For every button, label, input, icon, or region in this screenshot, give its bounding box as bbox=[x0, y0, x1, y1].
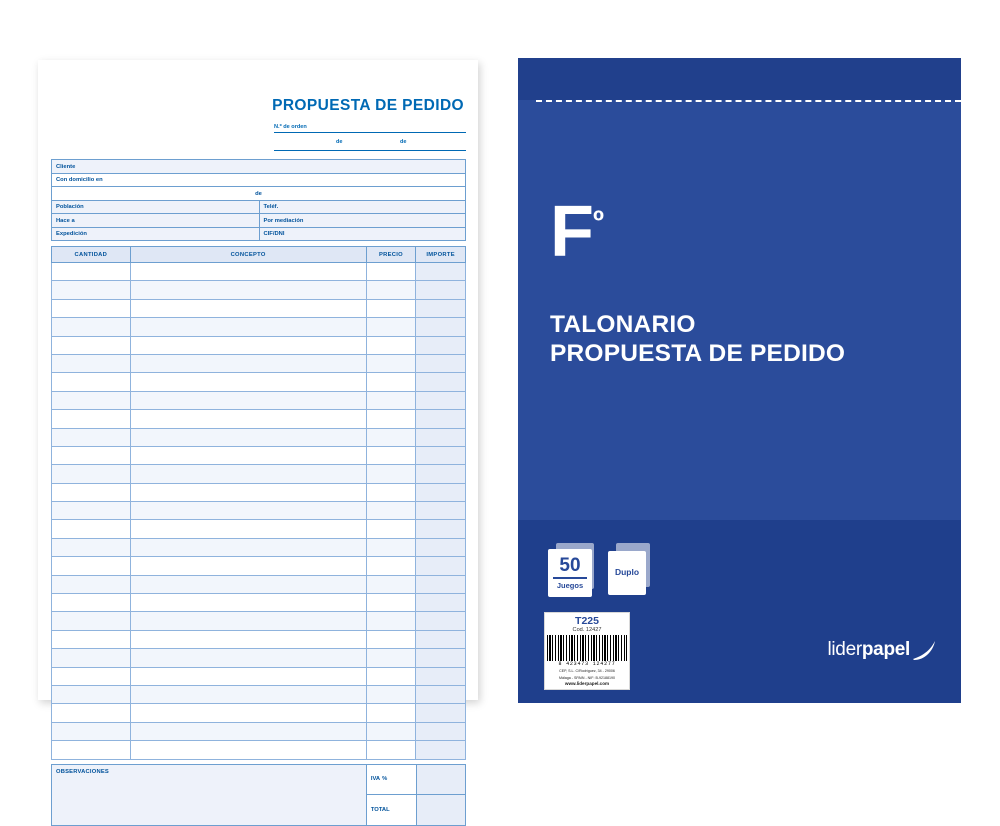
table-row[interactable] bbox=[52, 354, 466, 372]
product-code-sticker bbox=[544, 612, 630, 690]
cell-cantidad[interactable] bbox=[52, 667, 131, 685]
cell-cantidad[interactable] bbox=[52, 281, 131, 299]
cell-precio[interactable] bbox=[366, 557, 416, 575]
sets-count-badge bbox=[548, 549, 592, 597]
table-row[interactable] bbox=[52, 428, 466, 446]
cell-precio[interactable] bbox=[366, 281, 416, 299]
cell-precio[interactable] bbox=[366, 263, 416, 281]
iva-percent-symbol: % bbox=[382, 776, 388, 783]
cell-concepto[interactable] bbox=[130, 538, 366, 556]
info-row-de bbox=[52, 187, 465, 201]
cell-precio[interactable] bbox=[366, 612, 416, 630]
cell-cantidad[interactable] bbox=[52, 299, 131, 317]
table-row[interactable] bbox=[52, 336, 466, 354]
cell-importe[interactable] bbox=[416, 373, 466, 391]
observations-area[interactable] bbox=[52, 765, 366, 825]
cell-importe[interactable] bbox=[416, 557, 466, 575]
cell-importe[interactable] bbox=[416, 483, 466, 501]
cell-precio[interactable] bbox=[366, 538, 416, 556]
table-row[interactable] bbox=[52, 704, 466, 722]
cell-precio[interactable] bbox=[366, 318, 416, 336]
info-row-domicilio bbox=[52, 174, 465, 188]
info-row-expedicion-cif bbox=[52, 228, 465, 242]
cell-importe[interactable] bbox=[416, 538, 466, 556]
cell-importe[interactable] bbox=[416, 741, 466, 759]
cell-concepto[interactable] bbox=[130, 685, 366, 703]
field-label-poblacion[interactable]: Población bbox=[56, 204, 84, 210]
cell-precio[interactable] bbox=[366, 502, 416, 520]
date-underline bbox=[274, 150, 466, 151]
cell-precio[interactable] bbox=[366, 722, 416, 740]
product-cover bbox=[518, 58, 961, 703]
cover-heading bbox=[550, 311, 845, 369]
cell-importe[interactable] bbox=[416, 410, 466, 428]
cell-concepto[interactable] bbox=[130, 612, 366, 630]
iva-row bbox=[367, 765, 465, 796]
cell-precio[interactable] bbox=[366, 336, 416, 354]
table-row[interactable] bbox=[52, 538, 466, 556]
brand-logo bbox=[827, 639, 937, 661]
cover-upper-panel bbox=[518, 58, 961, 520]
cell-concepto[interactable] bbox=[130, 336, 366, 354]
cell-concepto[interactable] bbox=[130, 630, 366, 648]
total-label: TOTAL bbox=[370, 806, 390, 813]
field-label-de[interactable]: de bbox=[255, 190, 262, 197]
table-row[interactable] bbox=[52, 520, 466, 538]
table-row[interactable] bbox=[52, 575, 466, 593]
copy-type-badge bbox=[608, 551, 646, 595]
perforation-line bbox=[536, 100, 961, 102]
cell-cantidad[interactable] bbox=[52, 575, 131, 593]
sets-count-label: Juegos bbox=[553, 577, 587, 590]
cover-heading-line2: PROPUESTA DE PEDIDO bbox=[550, 339, 846, 367]
cover-top-band bbox=[518, 58, 961, 100]
format-letter: F bbox=[550, 192, 593, 272]
cell-cantidad[interactable] bbox=[52, 502, 131, 520]
cell-precio[interactable] bbox=[366, 428, 416, 446]
table-row[interactable] bbox=[52, 612, 466, 630]
cell-cantidad[interactable] bbox=[52, 557, 131, 575]
table-row[interactable] bbox=[52, 649, 466, 667]
cell-importe[interactable] bbox=[416, 446, 466, 464]
form-title: PROPUESTA DE PEDIDO bbox=[272, 97, 464, 114]
table-row[interactable] bbox=[52, 667, 466, 685]
field-label-cliente[interactable]: Cliente bbox=[56, 163, 76, 170]
order-number-line bbox=[274, 132, 466, 133]
table-header-row bbox=[52, 247, 466, 263]
cell-concepto[interactable] bbox=[130, 373, 366, 391]
table-row[interactable] bbox=[52, 410, 466, 428]
cell-importe[interactable] bbox=[416, 594, 466, 612]
cell-concepto[interactable] bbox=[130, 704, 366, 722]
cell-concepto[interactable] bbox=[130, 354, 366, 372]
date-de-2: de bbox=[400, 139, 407, 145]
table-row[interactable] bbox=[52, 281, 466, 299]
cell-cantidad[interactable] bbox=[52, 630, 131, 648]
product-code-label: Cod. 12427 bbox=[572, 627, 602, 634]
cell-concepto[interactable] bbox=[130, 281, 366, 299]
cell-concepto[interactable] bbox=[130, 557, 366, 575]
sets-count-number: 50 bbox=[559, 555, 581, 576]
column-header-concepto: CONCEPTO bbox=[130, 247, 366, 263]
cell-cantidad[interactable] bbox=[52, 520, 131, 538]
cell-cantidad[interactable] bbox=[52, 741, 131, 759]
cell-concepto[interactable] bbox=[130, 722, 366, 740]
barcode-digits: 8 423473 124277 bbox=[558, 661, 616, 668]
cell-concepto[interactable] bbox=[130, 520, 366, 538]
table-row[interactable] bbox=[52, 263, 466, 281]
cell-importe[interactable] bbox=[416, 704, 466, 722]
order-number-row bbox=[51, 124, 466, 133]
cell-importe[interactable] bbox=[416, 318, 466, 336]
date-row bbox=[51, 139, 466, 151]
cell-precio[interactable] bbox=[366, 299, 416, 317]
cell-concepto[interactable] bbox=[130, 446, 366, 464]
info-row-poblacion-telefono bbox=[52, 201, 465, 215]
cell-importe[interactable] bbox=[416, 391, 466, 409]
table-row[interactable] bbox=[52, 722, 466, 740]
field-label-cif-dni[interactable]: CIF/DNI bbox=[259, 228, 466, 241]
column-header-precio: PRECIO bbox=[366, 247, 416, 263]
cell-importe[interactable] bbox=[416, 722, 466, 740]
cell-importe[interactable] bbox=[416, 612, 466, 630]
format-ordinal: º bbox=[592, 205, 603, 238]
cell-concepto[interactable] bbox=[130, 502, 366, 520]
leaf-swoosh-icon bbox=[911, 639, 937, 661]
cell-importe[interactable] bbox=[416, 465, 466, 483]
cell-concepto[interactable] bbox=[130, 649, 366, 667]
column-header-importe: IMPORTE bbox=[416, 247, 466, 263]
field-label-hace-a[interactable]: Hace a bbox=[56, 217, 75, 224]
cell-concepto[interactable] bbox=[130, 428, 366, 446]
table-row[interactable] bbox=[52, 630, 466, 648]
cell-importe[interactable] bbox=[416, 685, 466, 703]
cell-cantidad[interactable] bbox=[52, 594, 131, 612]
cell-cantidad[interactable] bbox=[52, 685, 131, 703]
form-footer bbox=[51, 764, 466, 826]
cell-precio[interactable] bbox=[366, 520, 416, 538]
cell-concepto[interactable] bbox=[130, 465, 366, 483]
table-row[interactable] bbox=[52, 373, 466, 391]
table-row[interactable] bbox=[52, 741, 466, 759]
order-form-content bbox=[51, 72, 466, 813]
cell-precio[interactable] bbox=[366, 649, 416, 667]
cell-concepto[interactable] bbox=[130, 741, 366, 759]
order-number-label: N.º de orden bbox=[274, 124, 307, 130]
table-row[interactable] bbox=[52, 465, 466, 483]
field-label-por-mediacion[interactable]: Por mediación bbox=[259, 214, 466, 227]
column-header-cantidad: CANTIDAD bbox=[52, 247, 131, 263]
cell-cantidad[interactable] bbox=[52, 538, 131, 556]
cell-importe[interactable] bbox=[416, 336, 466, 354]
cell-importe[interactable] bbox=[416, 630, 466, 648]
cell-concepto[interactable] bbox=[130, 594, 366, 612]
cell-precio[interactable] bbox=[366, 741, 416, 759]
info-row-cliente bbox=[52, 160, 465, 174]
iva-value-cell[interactable] bbox=[416, 765, 465, 795]
cell-precio[interactable] bbox=[366, 483, 416, 501]
barcode-icon bbox=[547, 635, 627, 661]
cell-precio[interactable] bbox=[366, 630, 416, 648]
total-row bbox=[367, 795, 465, 825]
customer-info-block bbox=[51, 159, 466, 241]
cell-concepto[interactable] bbox=[130, 483, 366, 501]
company-address-line1: CEP, S.L. C/Rodríguez, 34 - 29006 bbox=[559, 669, 615, 674]
total-value-cell[interactable] bbox=[416, 795, 465, 825]
cell-cantidad[interactable] bbox=[52, 263, 131, 281]
table-row[interactable] bbox=[52, 685, 466, 703]
table-row[interactable] bbox=[52, 502, 466, 520]
cell-precio[interactable] bbox=[366, 575, 416, 593]
cell-cantidad[interactable] bbox=[52, 722, 131, 740]
field-label-telefono[interactable]: Teléf. bbox=[259, 201, 466, 214]
info-row-hace-a-mediacion bbox=[52, 214, 465, 228]
cell-precio[interactable] bbox=[366, 594, 416, 612]
sheet-badges bbox=[548, 543, 668, 603]
format-mark bbox=[550, 192, 603, 272]
date-field[interactable] bbox=[274, 139, 466, 151]
observations-label: OBSERVACIONES bbox=[56, 768, 109, 775]
field-label-expedicion[interactable]: Expedición bbox=[56, 231, 87, 237]
cell-precio[interactable] bbox=[366, 446, 416, 464]
table-row[interactable] bbox=[52, 391, 466, 409]
company-website[interactable]: www.liderpapel.com bbox=[564, 680, 610, 686]
table-row[interactable] bbox=[52, 483, 466, 501]
cell-cantidad[interactable] bbox=[52, 336, 131, 354]
line-items-table bbox=[51, 246, 466, 760]
iva-label: IVA bbox=[370, 776, 381, 783]
cell-concepto[interactable] bbox=[130, 263, 366, 281]
order-form-sheet bbox=[38, 60, 478, 813]
brand-logo-text bbox=[827, 639, 910, 661]
cell-concepto[interactable] bbox=[130, 318, 366, 336]
cell-cantidad[interactable] bbox=[52, 446, 131, 464]
cell-importe[interactable] bbox=[416, 299, 466, 317]
table-row[interactable] bbox=[52, 318, 466, 336]
table-row[interactable] bbox=[52, 446, 466, 464]
table-row[interactable] bbox=[52, 557, 466, 575]
cell-cantidad[interactable] bbox=[52, 483, 131, 501]
cell-concepto[interactable] bbox=[130, 667, 366, 685]
cell-precio[interactable] bbox=[366, 465, 416, 483]
brand-part-papel: papel bbox=[861, 639, 910, 660]
cell-importe[interactable] bbox=[416, 520, 466, 538]
cell-precio[interactable] bbox=[366, 410, 416, 428]
cell-cantidad[interactable] bbox=[52, 465, 131, 483]
cell-importe[interactable] bbox=[416, 649, 466, 667]
cover-heading-line1: TALONARIO bbox=[550, 311, 696, 338]
cell-cantidad[interactable] bbox=[52, 354, 131, 372]
cell-precio[interactable] bbox=[366, 373, 416, 391]
iva-label-wrap bbox=[367, 776, 416, 782]
cell-precio[interactable] bbox=[366, 667, 416, 685]
table-row[interactable] bbox=[52, 594, 466, 612]
cell-importe[interactable] bbox=[416, 428, 466, 446]
cell-importe[interactable] bbox=[416, 281, 466, 299]
date-de-1: de bbox=[336, 139, 343, 145]
cell-concepto[interactable] bbox=[130, 299, 366, 317]
cell-concepto[interactable] bbox=[130, 575, 366, 593]
table-body bbox=[52, 263, 466, 760]
cell-cantidad[interactable] bbox=[52, 612, 131, 630]
cell-concepto[interactable] bbox=[130, 391, 366, 409]
cell-cantidad[interactable] bbox=[52, 391, 131, 409]
cell-importe[interactable] bbox=[416, 667, 466, 685]
cell-importe[interactable] bbox=[416, 575, 466, 593]
field-label-con-domicilio-en[interactable]: Con domicilio en bbox=[56, 177, 103, 183]
cell-precio[interactable] bbox=[366, 704, 416, 722]
cell-cantidad[interactable] bbox=[52, 704, 131, 722]
cell-precio[interactable] bbox=[366, 391, 416, 409]
company-address-line2: Málaga - SPAIN - NIF: B-92188190 bbox=[558, 675, 616, 680]
brand-part-lider: lider bbox=[827, 639, 862, 660]
totals-area bbox=[366, 765, 465, 825]
cell-precio[interactable] bbox=[366, 354, 416, 372]
cell-cantidad[interactable] bbox=[52, 649, 131, 667]
cell-precio[interactable] bbox=[366, 685, 416, 703]
cell-importe[interactable] bbox=[416, 502, 466, 520]
product-reference: T225 bbox=[575, 615, 599, 627]
cell-cantidad[interactable] bbox=[52, 428, 131, 446]
order-number-field[interactable] bbox=[274, 124, 466, 133]
cell-cantidad[interactable] bbox=[52, 373, 131, 391]
cell-importe[interactable] bbox=[416, 263, 466, 281]
copy-type-label: Duplo bbox=[614, 567, 640, 577]
cell-importe[interactable] bbox=[416, 354, 466, 372]
table-row[interactable] bbox=[52, 299, 466, 317]
cell-cantidad[interactable] bbox=[52, 410, 131, 428]
cell-cantidad[interactable] bbox=[52, 318, 131, 336]
cell-concepto[interactable] bbox=[130, 410, 366, 428]
